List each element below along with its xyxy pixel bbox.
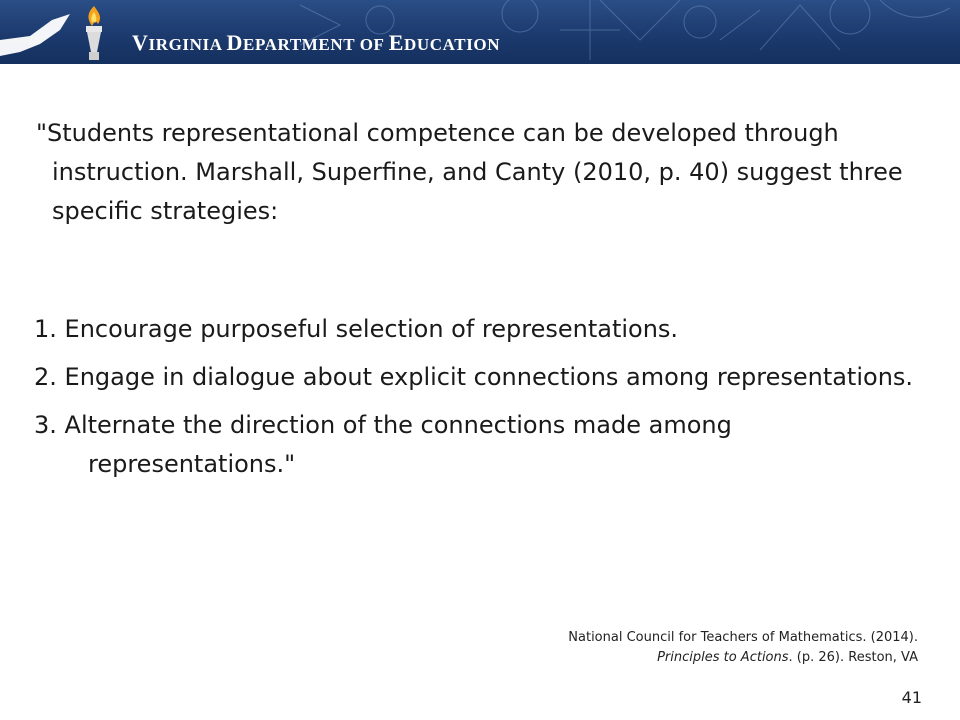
quote-intro-text: "Students representational competence can be developed through instruction. Marshall, Superfine, and Canty (2010, p. 40) suggest three specific strategies: <box>36 119 903 225</box>
header-banner <box>0 0 960 64</box>
torch-icon <box>74 4 114 62</box>
citation-line-2: Principles to Actions. (p. 26). Reston, VA <box>657 650 918 665</box>
citation-line-1: National Council for Teachers of Mathematics. (2014). <box>568 630 918 645</box>
slide-number: 41 <box>901 688 922 707</box>
quote-intro <box>36 114 936 231</box>
list-item: 1. Encourage purposeful selection of representations. <box>34 315 679 343</box>
strategy-list <box>34 310 934 493</box>
citation-book-title: Principles to Actions <box>657 650 789 665</box>
citation <box>568 628 918 668</box>
list-item: 3. Alternate the direction of the connections made among representations." <box>34 411 732 478</box>
organization-title: VIRGINIA DEPARTMENT OF EDUCATION <box>132 30 501 55</box>
list-item: 2. Engage in dialogue about explicit connections among representations. <box>34 363 914 391</box>
